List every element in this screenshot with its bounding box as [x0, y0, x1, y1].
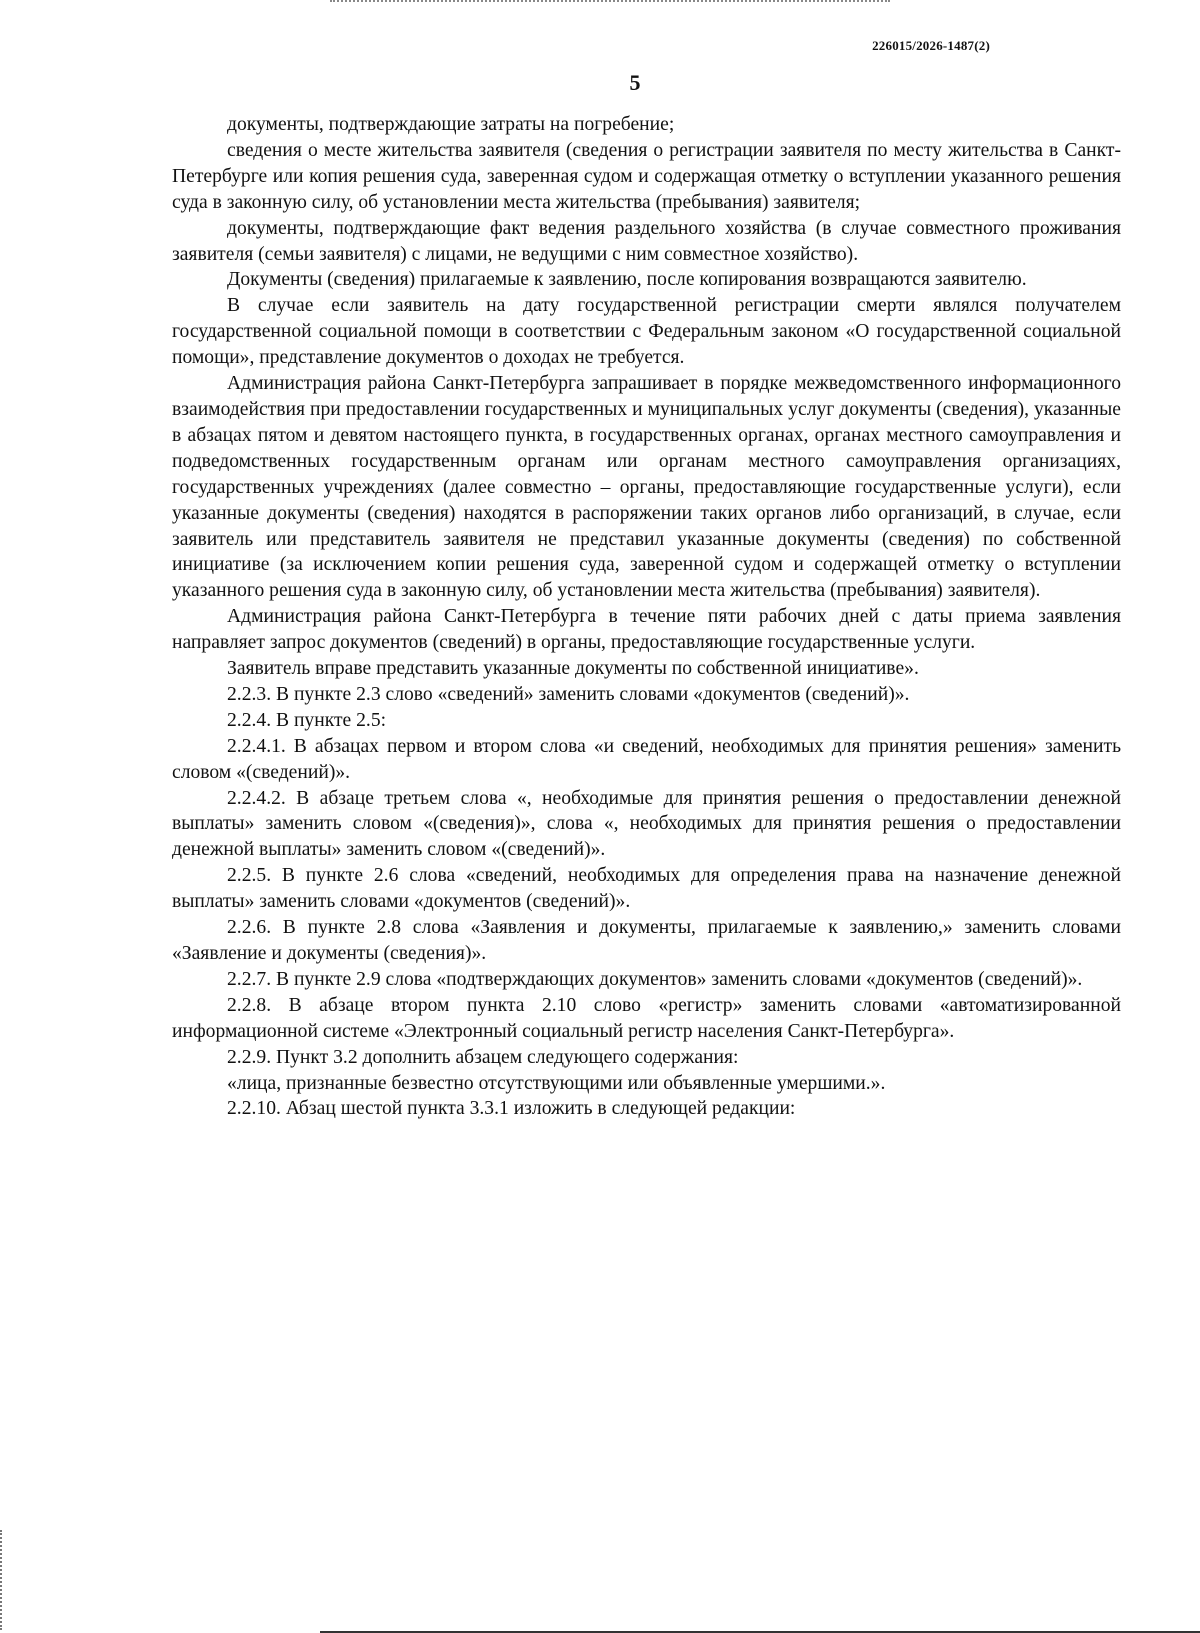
scan-artifact-left — [0, 1530, 5, 1630]
document-body — [172, 112, 1121, 1122]
clause-2-2-9: 2.2.9. Пункт 3.2 дополнить абзацем следующего содержания: — [227, 1046, 739, 1068]
document-number: 226015/2026-1487(2) — [872, 38, 990, 53]
paragraph-burial-costs: документы, подтверждающие затраты на погребение; — [227, 114, 675, 135]
clause-2-2-8: 2.2.8. В абзаце втором пункта 2.10 слово «регистр» заменить словами «автоматизированной информационной системе «Электронный социальный регистр населения Санкт-Петербурга». — [172, 994, 1121, 1042]
paragraph-separate-household: документы, подтверждающие факт ведения раздельного хозяйства (в случае совместного проживания заявителя (семьи заявителя) с лицами, не ведущими с ним совместное хозяйство). — [172, 217, 1121, 265]
clause-2-2-10: 2.2.10. Абзац шестой пункта 3.3.1 изложить в следующей редакции: — [227, 1098, 796, 1120]
clause-2-2-5: 2.2.5. В пункте 2.6 слова «сведений, необходимых для определения права на назначение денежной выплаты» заменить словами «документов (сведений)». — [172, 865, 1121, 913]
paragraph-request-deadline: Администрация района Санкт-Петербурга в течение пяти рабочих дней с даты приема заявления направляет запрос документов (сведений) в органы, предоставляющие государственные услуги. — [172, 606, 1121, 654]
clause-2-2-4-1: 2.2.4.1. В абзацах первом и втором слова «и сведений, необходимых для принятия решения» заменить словом «(сведений)». — [172, 735, 1121, 783]
clause-2-2-6: 2.2.6. В пункте 2.8 слова «Заявления и документы, прилагаемые к заявлению,» заменить словами «Заявление и документы (сведения)». — [172, 917, 1121, 964]
clause-2-2-4-2: 2.2.4.2. В абзаце третьем слова «, необходимые для принятия решения о предоставлении денежной выплаты» заменить словом «(сведения)», слова «, необходимых для принятия решения о предоставлении денежной выплаты» заменить словом «(сведений)». — [172, 787, 1121, 861]
paragraph-documents-returned: Документы (сведения) прилагаемые к заявлению, после копирования возвращаются заявителю. — [227, 269, 1027, 291]
clause-2-2-7: 2.2.7. В пункте 2.9 слова «подтверждающих документов» заменить словами «документов (сведений)». — [227, 968, 1083, 990]
clause-2-2-4: 2.2.4. В пункте 2.5: — [227, 709, 387, 731]
paragraph-own-initiative: Заявитель вправе представить указанные документы по собственной инициативе». — [227, 658, 919, 680]
paragraph-social-assistance: В случае если заявитель на дату государственной регистрации смерти являлся получателем государственной социальной помощи в соответствии с Федеральным законом «О государственной социальной помощи», представление документов о доходах не требуется. — [172, 295, 1121, 369]
clause-2-2-9-content: «лица, признанные безвестно отсутствующими или объявленные умершими.». — [227, 1072, 886, 1094]
paragraph-interagency-request: Администрация района Санкт-Петербурга запрашивает в порядке межведомственного информационного взаимодействия при предоставлении государственных и муниципальных услуг документы (сведения), указанные в абзацах пятом и девятом настоящего пункта, в государственных органах, органах местного самоуправления и подведомственных государственным органам или органам местного самоуправления организациях, государственных учреждениях (далее совместно – органы, предоставляющие государственные услуги), если указанные документы (сведения) находятся в распоряжении таких органов либо организаций, в случае, если заявитель или представитель заявителя не представил указанные документы (сведения) по собственной инициативе (за исключением копии решения суда, заверенной судом и содержащей отметку о вступлении указанного решения суда в законную силу, об установлении места жительства (пребывания) заявителя). — [172, 373, 1121, 602]
page-number: 5 — [629, 70, 641, 95]
paragraph-residence-info: сведения о месте жительства заявителя (сведения о регистрации заявителя по месту жительства в Санкт-Петербурге или копия решения суда, заверенная судом и содержащая отметку о вступлении указанного решения суда в законную силу, об установлении места жительства (пребывания) заявителя; — [172, 139, 1121, 213]
clause-2-2-3: 2.2.3. В пункте 2.3 слово «сведений» заменить словами «документов (сведений)». — [227, 683, 910, 705]
scan-artifact-top — [330, 0, 890, 8]
